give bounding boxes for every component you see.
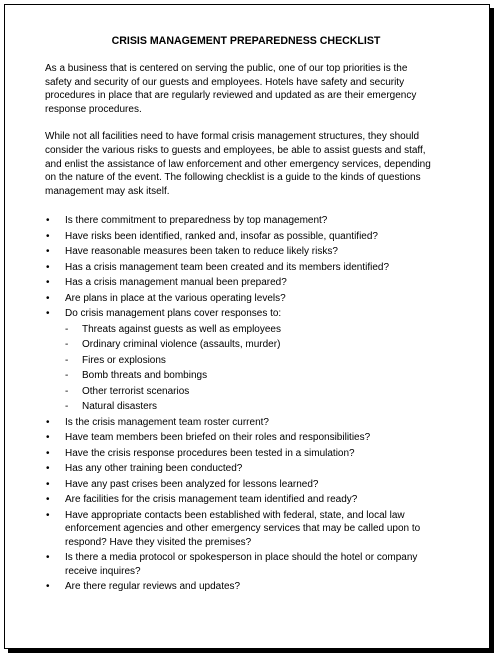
- document-title: CRISIS MANAGEMENT PREPAREDNESS CHECKLIST: [111, 35, 381, 47]
- checklist-item-text: Has any other training been conducted?: [65, 463, 243, 475]
- document-content: [45, 35, 447, 596]
- paragraph-line: safety and security of our guests and employees. Hotels have safety and security: [45, 76, 405, 88]
- bullet-icon: •: [46, 494, 50, 506]
- bullet-icon: •: [46, 308, 50, 320]
- checklist-item: [45, 447, 447, 461]
- checklist-item: [45, 261, 447, 275]
- checklist-item-text: Has a crisis management manual been prepared?: [65, 277, 287, 289]
- checklist-item-text: Have the crisis response procedures been tested in a simulation?: [65, 447, 355, 459]
- response-item-text: Fires or explosions: [82, 354, 166, 366]
- checklist-item: [45, 580, 447, 594]
- bullet-icon: •: [46, 509, 50, 521]
- response-item: [65, 385, 447, 399]
- dash-icon: -: [65, 339, 69, 351]
- bullet-icon: •: [46, 581, 50, 593]
- checklist-item-text: Do crisis management plans cover responses to:: [65, 308, 282, 320]
- response-item-text: Other terrorist scenarios: [82, 385, 190, 397]
- checklist-item: [45, 292, 447, 306]
- bullet-icon: •: [46, 432, 50, 444]
- paragraph-line: management may ask itself.: [45, 185, 170, 197]
- intro-paragraph: [45, 62, 447, 116]
- paragraph-line: While not all facilities need to have formal crisis management structures, they should: [45, 131, 420, 143]
- dash-icon: -: [65, 385, 69, 397]
- paragraph-line: and enlist the assistance of law enforcement and other emergency services, depending: [45, 158, 431, 170]
- checklist-item-text: Are plans in place at the various operating levels?: [65, 292, 286, 304]
- bullet-icon: •: [46, 215, 50, 227]
- response-item: [65, 338, 447, 352]
- bullet-icon: •: [46, 447, 50, 459]
- response-item: [65, 323, 447, 337]
- bullet-icon: •: [46, 277, 50, 289]
- checklist-item: [45, 245, 447, 259]
- checklist-item: [45, 493, 447, 507]
- dash-icon: -: [65, 323, 69, 335]
- dash-icon: -: [65, 354, 69, 366]
- checklist-item: [45, 551, 447, 578]
- checklist-item: [45, 214, 447, 228]
- dash-icon: -: [65, 401, 69, 413]
- checklist-item: [45, 230, 447, 244]
- paragraph-line: As a business that is centered on serving the public, one of our top priorities is the: [45, 63, 408, 74]
- bullet-icon: •: [46, 292, 50, 304]
- response-item: [65, 354, 447, 368]
- document-page: [4, 4, 490, 649]
- response-item-text: Natural disasters: [82, 401, 158, 413]
- response-item: [65, 400, 447, 414]
- checklist-item-text: Have team members been briefed on their roles and responsibilities?: [65, 432, 371, 444]
- checklist-item: [45, 307, 447, 414]
- checklist-item-text: Is there commitment to preparedness by top management?: [65, 215, 328, 227]
- checklist-item-text: receive inquires?: [65, 565, 141, 577]
- checklist-item: [45, 416, 447, 430]
- checklist-item-text: Have any past crises been analyzed for lessons learned?: [65, 478, 319, 490]
- bullet-icon: •: [46, 261, 50, 273]
- checklist-item-text: enforcement agencies and other emergency services that may be called upon to: [65, 523, 421, 535]
- bullet-icon: •: [46, 478, 50, 490]
- response-sublist: [65, 323, 447, 414]
- checklist-item-text: Is the crisis management team roster current?: [65, 416, 269, 428]
- paragraph-line: on the nature of the event. The following checklist is a guide to the kinds of questions: [45, 172, 421, 184]
- checklist-item-text: Have appropriate contacts been established with federal, state, and local law: [65, 509, 405, 521]
- bullet-icon: •: [46, 230, 50, 242]
- response-item-text: Threats against guests as well as employees: [82, 323, 281, 335]
- bullet-icon: •: [46, 246, 50, 258]
- response-item: [65, 369, 447, 383]
- checklist-item: [45, 509, 447, 550]
- paragraph-line: consider the various risks to guests and employees, be able to assist guests and staff,: [45, 144, 426, 156]
- checklist-item-text: respond? Have they visited the premises?: [65, 536, 252, 548]
- paragraph-line: procedures in place that are regularly reviewed and updated as are their emergency: [45, 90, 417, 102]
- checklist-item-text: Is there a media protocol or spokesperson in place should the hotel or company: [65, 552, 418, 564]
- bullet-icon: •: [46, 463, 50, 475]
- bullet-icon: •: [46, 552, 50, 564]
- response-item-text: Bomb threats and bombings: [82, 370, 208, 382]
- checklist-item: [45, 462, 447, 476]
- bullet-icon: •: [46, 416, 50, 428]
- checklist-item: [45, 276, 447, 290]
- response-item-text: Ordinary criminal violence (assaults, murder): [82, 339, 281, 351]
- dash-icon: -: [65, 370, 69, 382]
- checklist-item-text: Have reasonable measures been taken to reduce likely risks?: [65, 246, 338, 258]
- checklist: [45, 214, 447, 594]
- paragraph-line: response procedures.: [45, 103, 142, 115]
- guide-paragraph: [45, 130, 447, 198]
- checklist-item-text: Are there regular reviews and updates?: [65, 581, 241, 593]
- checklist-item: [45, 431, 447, 445]
- checklist-item-text: Are facilities for the crisis management team identified and ready?: [65, 494, 358, 506]
- checklist-item: [45, 478, 447, 492]
- checklist-item-text: Has a crisis management team been created and its members identified?: [65, 261, 390, 273]
- checklist-item-text: Have risks been identified, ranked and, insofar as possible, quantified?: [65, 230, 378, 242]
